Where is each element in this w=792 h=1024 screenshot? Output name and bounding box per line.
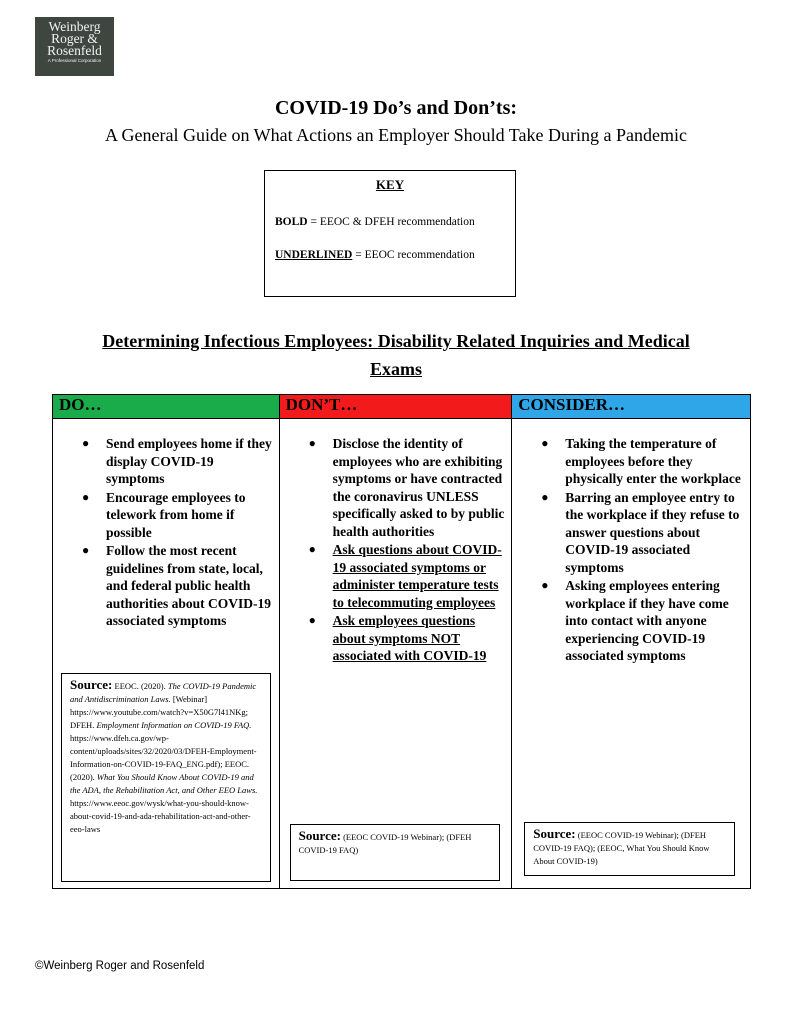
dos-donts-table <box>52 394 751 889</box>
do-source-box: Source: EEOC. (2020). The COVID-19 Pandemic and Antidiscrimination Laws. [Webinar] https://www.youtube.com/watch?v=X50G7l41NKg; DFEH. Employment Information on COVID-19 FAQ. https://www.dfeh.ca.gov/wp-content/uploads/sites/32/2020/03/DFEH-Employment-Information-on-COVID-19-FAQ_ENG.pdf); EEOC. (2020). What You Should Know About COVID-19 and the ADA, the Rehabilitation Act, and Other EEO Laws. https://www.eeoc.gov/wysk/what-you-should-know-about-covid-19-and-ada-rehabilitation-act-and-other-eeo-laws <box>61 673 271 882</box>
document-title: COVID-19 Do’s and Don’ts: <box>274 97 518 119</box>
key-bold-term: BOLD <box>275 216 308 228</box>
key-underlined-term: UNDERLINED <box>275 249 353 261</box>
key-bold-desc: = EEOC & DFEH recommendation <box>307 216 475 228</box>
do-column-header: DO… <box>53 395 280 419</box>
logo-line-4: A Professional Corporation <box>47 58 102 63</box>
list-item: ● Disclose the identity of employees who are exhibiting symptoms or have contracted the coronavirus UNLESS specifically asked to by public health authorities <box>308 436 505 539</box>
logo-line-3: Rosenfeld <box>47 43 102 58</box>
logo-line-1: Weinberg <box>48 19 101 34</box>
key-underlined-desc: = EEOC recommendation <box>352 249 475 261</box>
firm-logo <box>35 17 114 76</box>
list-item: ● Send employees home if they display COVID-19 symptoms <box>82 436 272 486</box>
do-column-cell <box>53 419 280 889</box>
list-item: ● Asking employees entering workplace if they have come into contact with anyone experiencing COVID-19 associated symptoms <box>541 578 729 663</box>
dont-column-cell <box>279 419 512 889</box>
key-title: KEY <box>375 177 405 192</box>
list-item: ● Follow the most recent guidelines from state, local, and federal public health authorities about COVID-19 associated symptoms <box>82 543 272 628</box>
consider-column-cell <box>512 419 751 889</box>
section-heading: Determining Infectious Employees: Disability Related Inquiries and Medical Exams <box>102 331 690 379</box>
list-item: ● Barring an employee entry to the workplace if they refuse to answer questions about COVID-19 associated symptoms <box>541 489 740 575</box>
consider-source-box: Source: (EEOC COVID-19 Webinar); (DFEH COVID-19 FAQ); (EEOC, What You Should Know About COVID-19) <box>524 822 735 876</box>
key-bold-row <box>275 216 475 228</box>
do-list <box>82 435 274 631</box>
dont-source-box: Source: (EEOC COVID-19 Webinar); (DFEH COVID-19 FAQ) <box>290 824 500 881</box>
list-item: ● Ask employees questions about symptoms NOT associated with COVID-19 <box>308 613 487 663</box>
consider-list <box>541 435 746 666</box>
dont-list <box>308 435 505 666</box>
key-box <box>264 170 516 297</box>
list-item: ● Ask questions about COVID-19 associated symptoms or administer temperature tests to telecommuting employees <box>308 542 502 610</box>
list-item: ● Encourage employees to telework from home if possible <box>82 489 246 540</box>
logo-line-2: Roger & <box>51 31 98 46</box>
list-item: ● Taking the temperature of employees before they physically enter the workplace <box>541 436 741 486</box>
consider-column-header: CONSIDER… <box>512 395 751 419</box>
document-subtitle: A General Guide on What Actions an Employer Should Take During a Pandemic <box>105 125 687 145</box>
key-underlined-row <box>275 249 475 261</box>
dont-column-header: DON’T… <box>279 395 512 419</box>
copyright-footer: ©Weinberg Roger and Rosenfeld <box>35 960 205 972</box>
